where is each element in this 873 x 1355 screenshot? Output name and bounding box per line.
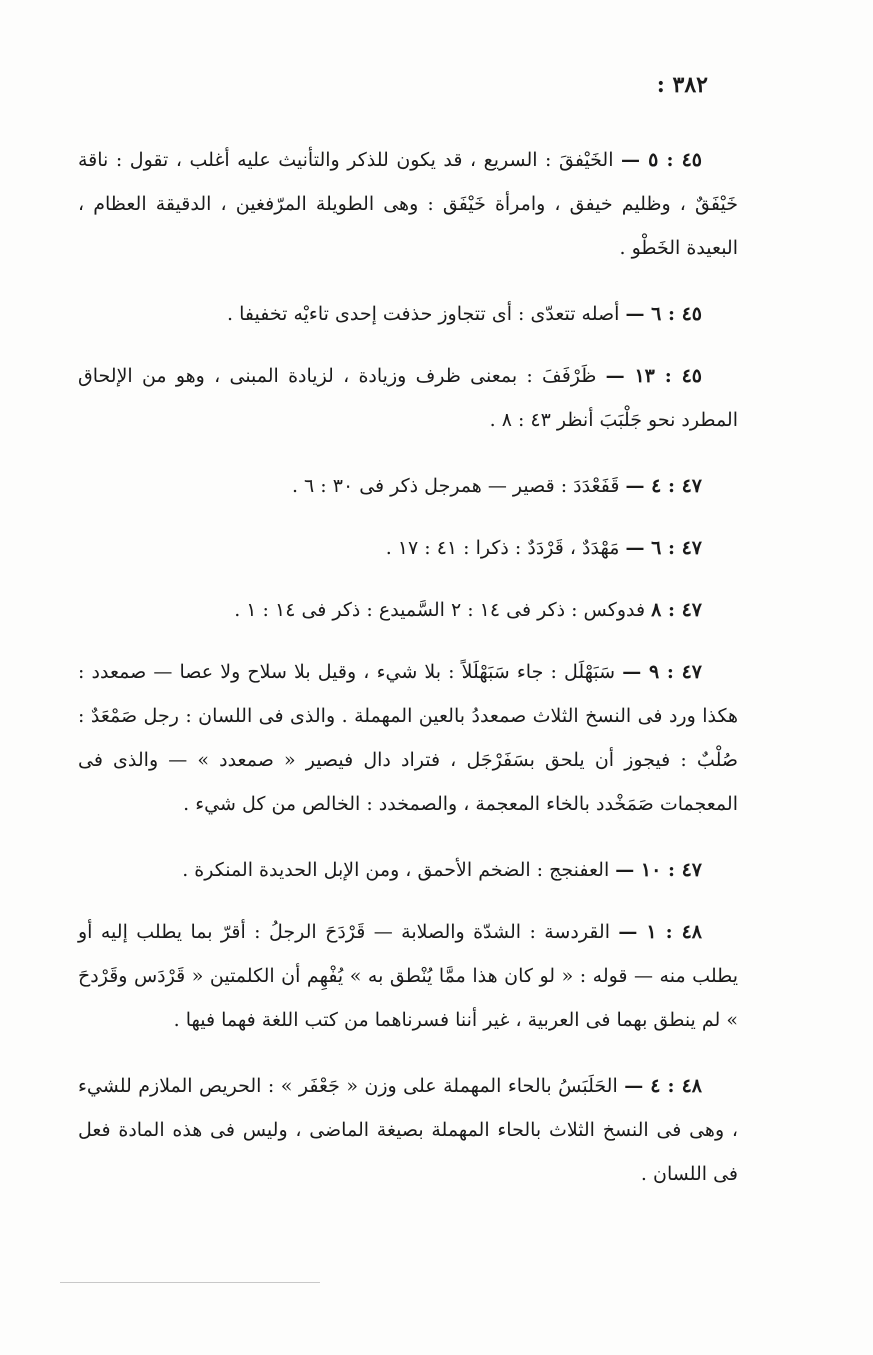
entry-text: الخَيْفقَ : السريع ، قد يكون للذكر والتأنيث عليه أغلب ، تقول : ناقة خَيْفَقٌ ، وظليم خيفق ، وامرأة خَيْفَق : وهى الطويلة المرّفغين ، الدقيقة العظام ، البعيدة الخَطْو .	[78, 149, 738, 259]
note-entry	[78, 848, 738, 892]
note-entry	[78, 588, 738, 632]
page-number: ٣٨٢ :	[656, 72, 708, 98]
entry-reference: ٤٥ : ٥ —	[621, 149, 702, 171]
entry-text: فدوكس : ذكر فى ١٤ : ٢ السَّميدع : ذكر فى ١٤ : ١ .	[234, 599, 646, 621]
entry-reference: ٤٥ : ٦ —	[625, 303, 702, 325]
note-entry	[78, 292, 738, 336]
entry-reference: ٤٧ : ٨	[651, 599, 702, 621]
scan-artifact-line	[60, 1282, 320, 1283]
entry-reference: ٤٨ : ١ —	[618, 921, 702, 943]
entry-text: ظَرْفَفَ : بمعنى ظرف وزيادة ، لزيادة المبنى ، وهو من الإلحاق المطرد نحو جَلْبَبَ أنظر ٤٣ : ٨ .	[78, 365, 738, 431]
entry-text: القردسة : الشدّة والصلابة — قَرْدَحَ الرجلُ : أقرّ بما يطلب إليه أو يطلب منه — قوله : « لو كان هذا ممَّا يُنْطق به » يُفْهِم أن الكلمتين « قَرْدَس وقَرْدحَ » لم ينطق بهما فى العربية ، غير أننا فسرناهما من كتب اللغة فهما فيها .	[78, 921, 738, 1031]
entry-reference: ٤٨ : ٤ —	[624, 1075, 702, 1097]
note-entry	[78, 1064, 738, 1196]
entry-text: قَفَعْدَدَ : قصير — همرجل ذكر فى ٣٠ : ٦ .	[291, 475, 620, 497]
entry-text: أصله تتعدّى : أى تتجاوز حذفت إحدى تاءيْه تخفيفا .	[227, 303, 620, 325]
note-entry	[78, 910, 738, 1042]
entry-text: العفنجج : الضخم الأحمق ، ومن الإبل الحديدة المنكرة .	[182, 859, 610, 881]
entry-reference: ٤٧ : ٤ —	[625, 475, 702, 497]
note-entry	[78, 464, 738, 508]
note-entry	[78, 650, 738, 826]
note-entry	[78, 138, 738, 270]
note-entry	[78, 526, 738, 570]
note-entry	[78, 354, 738, 442]
entry-text: سَبَهْلَل : جاء سَبَهْلَلاً : بلا شيء ، وقيل بلا سلاح ولا عصا — صمعدد : هكذا ورد فى النسخ الثلاث صمعددُ بالعين المهملة . والذى فى اللسان : رجل صَمْعَدٌ : صُلْبٌ : فيجوز أن يلحق بسَفَرْجَل ، فتراد دال فيصير « صمعدد » — والذى فى المعجمات صَمَخْدد بالخاء المعجمة ، والصمخدد : الخالص من كل شيء .	[78, 661, 738, 815]
entry-reference: ٤٥ : ١٣ —	[605, 365, 702, 387]
entry-text: مَهْدَدٌ ، قَرْدَدٌ : ذكرا : ٤١ : ١٧ .	[385, 537, 620, 559]
notes-list	[78, 138, 738, 1218]
entry-reference: ٤٧ : ٩ —	[622, 661, 703, 683]
entry-reference: ٤٧ : ١٠ —	[615, 859, 702, 881]
entry-reference: ٤٧ : ٦ —	[625, 537, 702, 559]
entry-text: الحَلَبَسُ بالحاء المهملة على وزن « جَعْفَر » : الحريص الملازم للشيء ، وهى فى النسخ الثلاث بالحاء المهملة بصيغة الماضى ، وليس فى هذه المادة فعل فى اللسان .	[78, 1075, 738, 1185]
